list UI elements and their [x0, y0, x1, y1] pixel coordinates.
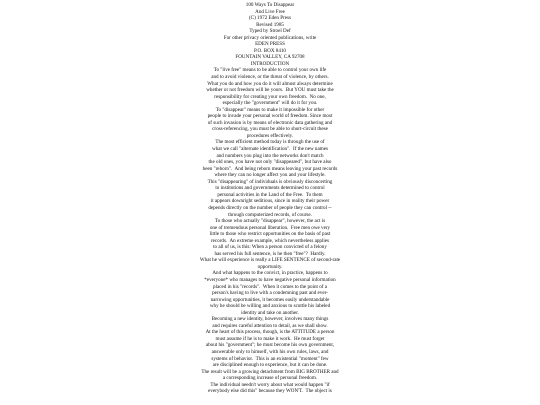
document-text-line: FOUNTAIN VALLEY, CA 92708: [235, 54, 305, 61]
document-text-line: responsibility for creating your own freedom. No one,: [214, 93, 326, 100]
document-text-line: 100 Ways To Disappear: [245, 2, 295, 8]
document-text-line: To those who actually "disappear", however, the act is: [214, 218, 326, 225]
document-text-line: And what happens to the convict, in practice, happens to: [212, 270, 328, 277]
document-text-line: The individual needn't worry about what would happen "if: [210, 381, 330, 388]
document-text-line: has served his full sentence, is he then "free"? Hardly.: [214, 250, 326, 257]
document-text-line: INTRODUCTION: [250, 60, 290, 67]
document-text-line: through computerized records, of course.: [228, 211, 312, 218]
document-text-line: To "disappear" means to make it impossible for other: [215, 106, 325, 113]
document-text-line: one of tremendous personal liberation. Free men owe very: [209, 224, 331, 231]
document-text-line: people to invade your personal world of freedom. Since most: [207, 113, 333, 120]
document-text-line: P.O. BOX 8410: [254, 47, 286, 54]
document-text-line: cross-referencing, you must be able to short-circuit these: [212, 126, 328, 133]
document-text-line: it appears downright seditious, since in reality their power: [210, 198, 330, 205]
document-text-line: opportunity.: [257, 263, 283, 270]
document-text-line: about his "government"; he must become his own government,: [205, 342, 335, 349]
document-text-line: What you do and how you do it will almost always determine: [207, 80, 333, 87]
document-text-line: a corresponding increase of personal freedom.: [222, 375, 318, 382]
document-text-line: where they can no longer affect you and your lifestyle.: [214, 172, 326, 179]
document-text-line: procedures effectively.: [246, 132, 294, 139]
document-text-line: must assume if he is to make it work. He must forget: [215, 335, 325, 342]
document-text-line: To "live free" means to be able to control your own life: [213, 67, 327, 74]
document-text-line: especially the "government" will do it for you.: [222, 100, 318, 107]
document-text-line: The result will be a growing detachment from BIG BROTHER and: [201, 368, 339, 375]
document-text-line: what we call "alternate identification". If the new names: [212, 146, 328, 153]
document-text-line: and numbers you plug into the networks don't match: [216, 152, 324, 159]
document-text-line: personal activities in the Land of the Free. To them: [217, 191, 323, 198]
document-text-line: At the heart of this process, though, is the ATTITUDE a person: [205, 329, 335, 336]
document-text-line: This "disappearing" of individuals is obviously disconcerting: [207, 178, 333, 185]
document-text-line: to institutions and governments determined to control: [215, 185, 325, 192]
document-text-line: to all of us, is this: When a person convicted of a felony: [213, 244, 327, 251]
document-text-line: why he should be willing and anxious to scuttle his labeled: [209, 303, 331, 310]
document-text-line: narrowing opportunities, it becomes easily understandable: [210, 296, 330, 303]
document-text-line: records. An extreme example, which nevertheless applies: [210, 237, 330, 244]
document-text-line: and requires careful attention to detail, as we shall show.: [212, 322, 328, 329]
document-text-line: been "reborn". And being reborn means leaving your past records: [202, 165, 338, 172]
document-text-line: systems of behavior. This is an existential "moment" few: [211, 355, 329, 362]
document-text-line: whether or not freedom will be yours. But YOU must take the: [206, 87, 334, 94]
document-text-line: For other privacy oriented publications, write: [223, 34, 317, 41]
document-text-line: answerable only to himself, with his own rules, laws, and: [211, 348, 329, 355]
document-text-line: Typed by Stroel Def: [249, 28, 291, 35]
document-text-line: EDEN PRESS: [255, 41, 285, 48]
document-text-line: identity and take on another.: [241, 309, 299, 316]
document-text-line: What he will experience is really a LIFE SENTENCE of second-rate: [199, 257, 341, 264]
document-text-line: Revised 1985: [256, 21, 284, 28]
document-text-line: person's having to live with a condemning past and ever-: [212, 290, 328, 297]
document-text-line: The most efficient method today is through the use of: [215, 139, 325, 146]
document-text-line: placed in his "records". When it comes to the point of a: [213, 283, 327, 290]
document-text-line: *everyone* who manages to have negative personal information: [204, 276, 336, 283]
document-page: [0, 2, 540, 395]
document-text-line: little to those who restrict opportunities on the basis of past: [209, 231, 331, 238]
document-text-line: (C) 1972 Eden Press: [248, 15, 292, 22]
document-text-line: Becoming a new identity, however, involves many things: [211, 316, 329, 323]
document-text-line: the old ones, you have not only "disappeared", but have also: [208, 159, 332, 166]
document-text-line: And Live Free: [255, 8, 285, 15]
document-text-line: are disciplined enough to experience, but it can be done.: [212, 362, 328, 369]
document-text-line: everybody else did this" because they WON'T. The object is: [208, 388, 332, 395]
document-text-line: depends directly on the number of people they can control --: [208, 204, 332, 211]
document-text-line: and to avoid violence, or the threat of violence, by others.: [211, 74, 329, 81]
document-text-line: of such invasion is by means of electronic data gathering and: [207, 119, 333, 126]
